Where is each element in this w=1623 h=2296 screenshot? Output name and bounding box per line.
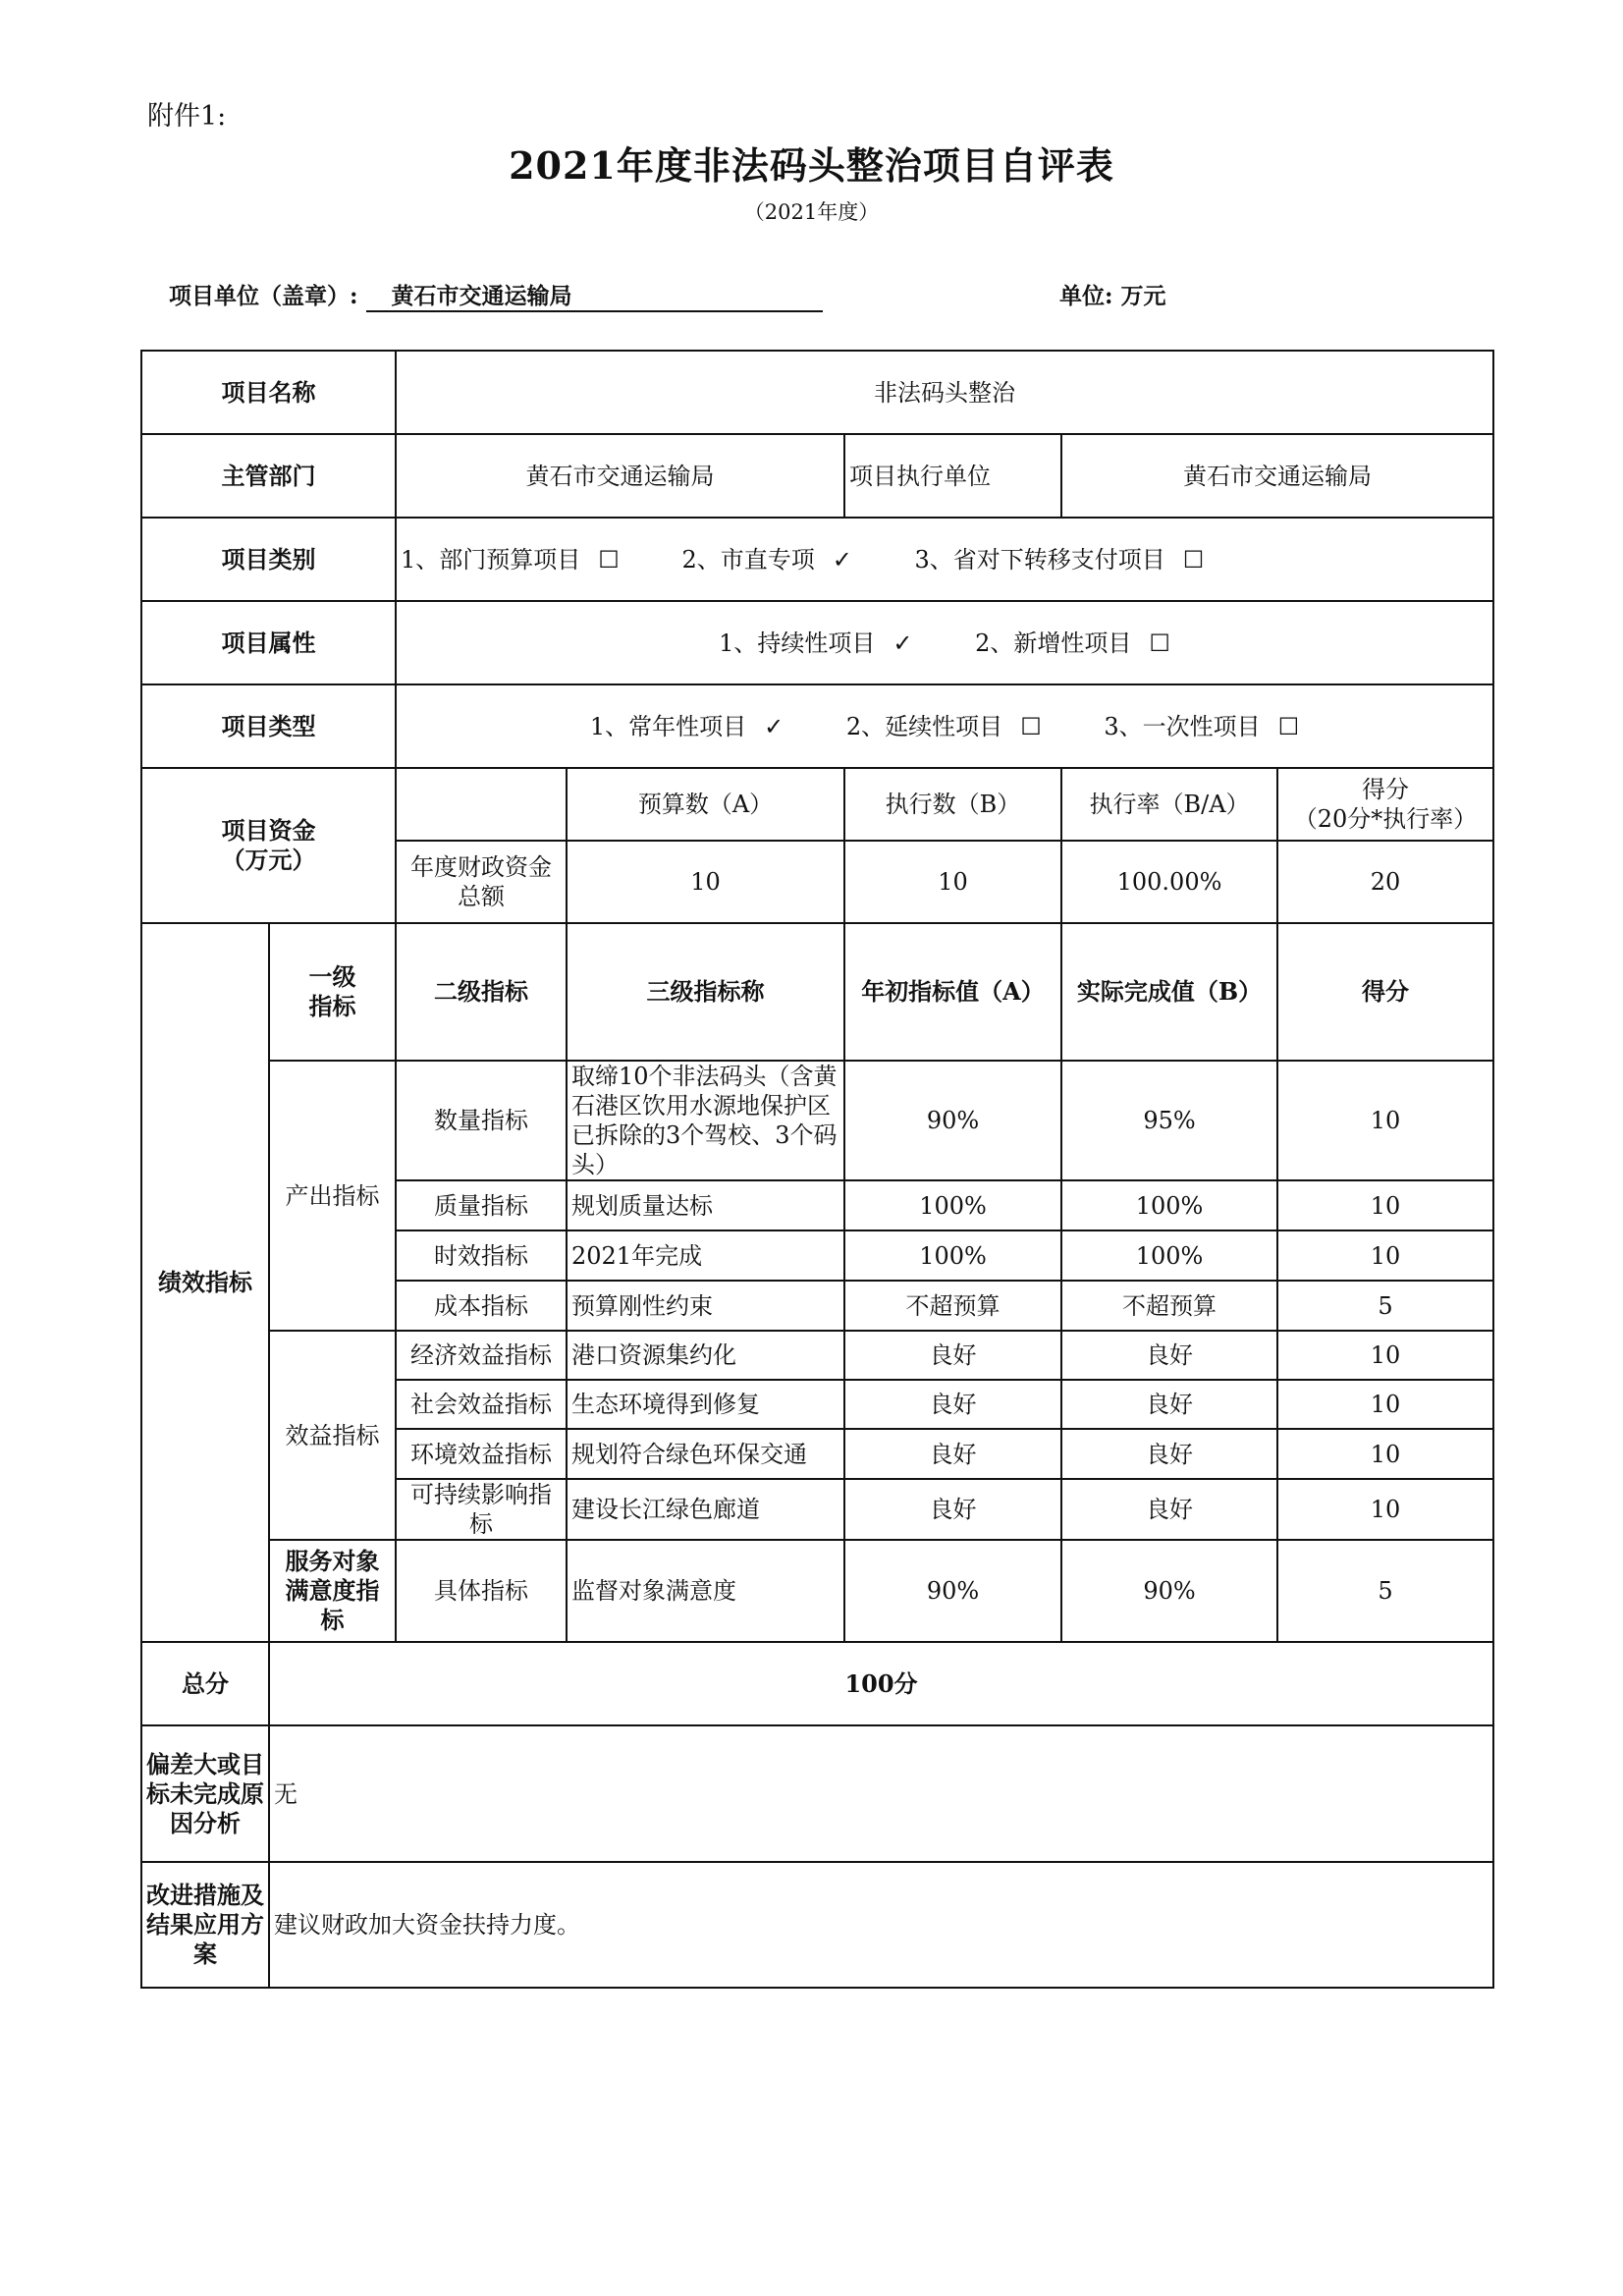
category-option-2: 2、市直专项	[681, 545, 815, 574]
perf-target: 良好	[844, 1429, 1061, 1479]
improvement-value: 建议财政加大资金扶持力度。	[269, 1862, 1493, 1988]
checkbox-icon: ☐	[1020, 712, 1042, 740]
type-option-2: 2、延续性项目	[845, 712, 1003, 740]
checkmark-icon: ✓	[893, 629, 913, 657]
funds-header-executed: 执行数（B）	[844, 768, 1061, 841]
funds-budget: 10	[567, 841, 844, 923]
total-score-value: 100分	[269, 1642, 1493, 1725]
attribute-label: 项目属性	[141, 601, 396, 684]
funds-header-blank	[396, 768, 567, 841]
perf-header-level3: 三级指标称	[567, 923, 844, 1061]
category-option-3: 3、省对下转移支付项目	[914, 545, 1165, 574]
perf-score: 10	[1277, 1180, 1493, 1230]
perf-target: 良好	[844, 1380, 1061, 1429]
perf-score: 10	[1277, 1331, 1493, 1380]
perf-score: 10	[1277, 1230, 1493, 1281]
perf-l2: 数量指标	[396, 1061, 567, 1180]
currency-unit: 单位: 万元	[1059, 283, 1166, 309]
category-option-1: 1、部门预算项目	[401, 545, 581, 574]
perf-l2: 时效指标	[396, 1230, 567, 1281]
funds-header-score: 得分 （20分*执行率）	[1277, 768, 1493, 841]
perf-l2: 社会效益指标	[396, 1380, 567, 1429]
perf-actual: 100%	[1061, 1180, 1277, 1230]
perf-l3: 监督对象满意度	[567, 1540, 844, 1642]
checkbox-icon: ☐	[1149, 629, 1170, 657]
perf-header-target: 年初指标值（A）	[844, 923, 1061, 1061]
perf-l2: 可持续影响指标	[396, 1479, 567, 1540]
perf-actual: 90%	[1061, 1540, 1277, 1642]
perf-score: 10	[1277, 1380, 1493, 1429]
project-unit-label: 项目单位（盖章）:	[169, 283, 358, 309]
perf-header-level1: 一级 指标	[269, 923, 396, 1061]
funds-header-rate: 执行率（B/A）	[1061, 768, 1277, 841]
deviation-value: 无	[269, 1725, 1493, 1862]
perf-l3: 建设长江绿色廊道	[567, 1479, 844, 1540]
output-indicator-label: 产出指标	[269, 1061, 396, 1331]
perf-l3: 2021年完成	[567, 1230, 844, 1281]
page-subtitle: （2021年度）	[743, 200, 880, 224]
perf-actual: 良好	[1061, 1331, 1277, 1380]
perf-actual: 良好	[1061, 1479, 1277, 1540]
perf-l3: 预算刚性约束	[567, 1281, 844, 1331]
perf-header-level2: 二级指标	[396, 923, 567, 1061]
project-unit-line	[169, 278, 823, 312]
funds-score: 20	[1277, 841, 1493, 923]
type-options	[396, 684, 1493, 768]
checkmark-icon: ✓	[832, 545, 852, 574]
funds-executed: 10	[844, 841, 1061, 923]
perf-score: 10	[1277, 1061, 1493, 1180]
perf-target: 100%	[844, 1230, 1061, 1281]
perf-target: 90%	[844, 1540, 1061, 1642]
page-title: 2021年度非法码头整治项目自评表	[509, 143, 1114, 188]
perf-target: 100%	[844, 1180, 1061, 1230]
attachment-label: 附件1:	[147, 101, 227, 132]
perf-score: 10	[1277, 1429, 1493, 1479]
perf-actual: 100%	[1061, 1230, 1277, 1281]
perf-actual: 不超预算	[1061, 1281, 1277, 1331]
performance-group-label: 绩效指标	[141, 923, 269, 1642]
exec-unit-label: 项目执行单位	[844, 434, 1061, 518]
benefit-indicator-label: 效益指标	[269, 1331, 396, 1540]
type-option-1: 1、常年性项目	[589, 712, 747, 740]
dept-label: 主管部门	[141, 434, 396, 518]
perf-header-actual: 实际完成值（B）	[1061, 923, 1277, 1061]
category-label: 项目类别	[141, 518, 396, 601]
attribute-options	[396, 601, 1493, 684]
category-options	[396, 518, 1493, 601]
perf-l3: 生态环境得到修复	[567, 1380, 844, 1429]
attribute-option-1: 1、持续性项目	[719, 629, 876, 657]
perf-actual: 良好	[1061, 1429, 1277, 1479]
perf-l2: 成本指标	[396, 1281, 567, 1331]
perf-header-score: 得分	[1277, 923, 1493, 1061]
perf-l3: 取缔10个非法码头（含黄石港区饮用水源地保护区已拆除的3个驾校、3个码头）	[567, 1061, 844, 1180]
perf-target: 不超预算	[844, 1281, 1061, 1331]
perf-l3: 规划符合绿色环保交通	[567, 1429, 844, 1479]
perf-target: 良好	[844, 1479, 1061, 1540]
perf-score: 5	[1277, 1281, 1493, 1331]
perf-l2: 经济效益指标	[396, 1331, 567, 1380]
perf-score: 10	[1277, 1479, 1493, 1540]
perf-l2: 质量指标	[396, 1180, 567, 1230]
perf-actual: 95%	[1061, 1061, 1277, 1180]
funds-row-label: 年度财政资金总额	[396, 841, 567, 923]
checkbox-icon: ☐	[598, 545, 620, 574]
funds-label: 项目资金 （万元）	[141, 768, 396, 923]
funds-header-budget: 预算数（A）	[567, 768, 844, 841]
service-indicator-label: 服务对象满意度指标	[269, 1540, 396, 1642]
total-score-label: 总分	[141, 1642, 269, 1725]
type-option-3: 3、一次性项目	[1104, 712, 1261, 740]
attribute-option-2: 2、新增性项目	[975, 629, 1132, 657]
deviation-label: 偏差大或目标未完成原因分析	[141, 1725, 269, 1862]
checkmark-icon: ✓	[764, 712, 784, 740]
perf-target: 90%	[844, 1061, 1061, 1180]
funds-rate: 100.00%	[1061, 841, 1277, 923]
perf-l3: 规划质量达标	[567, 1180, 844, 1230]
perf-l2: 具体指标	[396, 1540, 567, 1642]
dept-value: 黄石市交通运输局	[396, 434, 844, 518]
improvement-label: 改进措施及结果应用方案	[141, 1862, 269, 1988]
perf-actual: 良好	[1061, 1380, 1277, 1429]
checkbox-icon: ☐	[1182, 545, 1205, 574]
project-name-value: 非法码头整治	[396, 351, 1493, 434]
self-evaluation-table	[140, 350, 1494, 1989]
exec-unit-value: 黄石市交通运输局	[1061, 434, 1493, 518]
type-label: 项目类型	[141, 684, 396, 768]
project-unit-name: 黄石市交通运输局	[366, 278, 823, 312]
project-name-label: 项目名称	[141, 351, 396, 434]
perf-score: 5	[1277, 1540, 1493, 1642]
perf-target: 良好	[844, 1331, 1061, 1380]
perf-l3: 港口资源集约化	[567, 1331, 844, 1380]
checkbox-icon: ☐	[1277, 712, 1300, 740]
perf-l2: 环境效益指标	[396, 1429, 567, 1479]
